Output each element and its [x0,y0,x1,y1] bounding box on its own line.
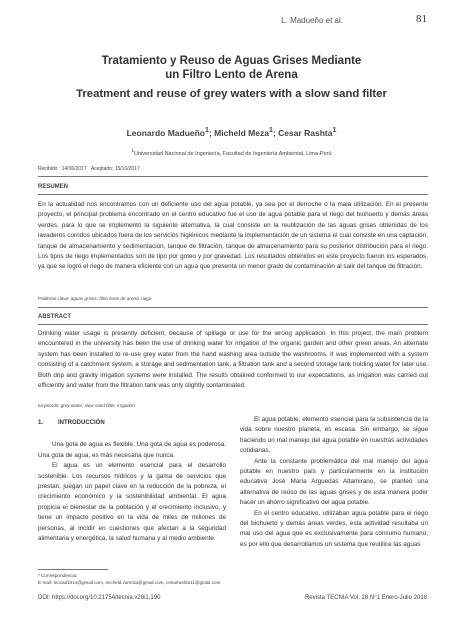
author-separator: ; [208,127,212,138]
paragraph: Ante la constante problemática del mal manejo del agua potable en nuestro país y particularmente en la institución educativa José María Arguedas Altamirano, se planteó una alternativa de reúso de las aguas grises y de esta manera poder hacer un ahorro significativo del agua potable. [240,457,428,507]
footnote-divider [38,569,108,570]
keywords-label: Keywords: [38,403,60,408]
keywords-value: grey water, slow sand filter, irrigation [60,403,135,408]
author-name: Leonardo Madueño [126,127,205,138]
running-head: L. Madueño et al. [281,16,343,25]
paragraph: El agua potable, elemento esencial para la subsistencia de la vida sobre nuestro planeta, es escasa. Sin embargo, se sigue haciendo un mal manejo del agua potable en nuestras actividades cotidianas. [240,416,428,455]
left-column [38,418,226,544]
divider [38,194,428,195]
keywords-value: aguas grises, filtro lento de arena, riego [70,296,152,301]
accepted-date: Aceptado: 15/10/2017 [90,166,140,172]
resumen-keywords [38,296,428,301]
section-heading-introduction [38,418,226,428]
resumen-text: En la actualidad nos encontramos con un deficiente uso del agua potable, ya sea por el derroche o la mala utilización. En el presente proyecto, el principal problema encontrado en el centro educativo fue el uso de agua potable para el riego del biohuerto y demás áreas verdes, para lo que se implementó la siguiente alternativa, la cual consiste en la reutilización de las aguas grises obtenidas de los lavaderos corridos ubicados fuera de los servicios higiénicos mediante la implementación de un sistema el cual consiste en una captación, tanque de almacenamiento y sedimentación, tanque de filtración, tanque de almacenamiento para su posterior distribución para el riego. Los tipos de riego implementados son de tipo por goteo y por gravedad. Los resultados obtenidos en este proyecto fueron los esperados, ya que se logró el riego de manera eficiente con un agua que presenta un menor grado de contaminación al salir del tanque de filtración. [38,201,428,271]
page-number: 81 [416,13,427,25]
section-number: 1. [38,420,44,426]
keywords-label: Palabras clave: [38,296,70,301]
author-name: Cesar Rashta [278,127,333,138]
footnote-correspondence: * Correspondencia: [38,573,78,578]
affiliation [0,148,463,157]
affiliation-text: Universidad Nacional de Ingeniería, Facultad de Ingeniería Ambiental, Lima-Perú [134,150,332,157]
section-title: INTRODUCCIÓN [58,420,105,426]
paragraph: Una gota de agua es flexible. Una gota de agua es poderosa. Una gota de agua, es más necesaria que nunca. [38,441,226,459]
title-spanish [0,54,463,82]
author-affiliation-mark: 1 [205,126,209,134]
author-list [0,126,463,138]
submission-dates [38,166,140,172]
divider [38,324,428,325]
paragraph: El agua es un elemento esencial para el desarrollo sostenible. Los recursos hídricos y la gama de servicios que prestan, juegan un papel clave en la reducción de la pobreza, el crecimiento económico y la sostenibilidad ambiental. El agua propicia el bienestar de la población y el crecimiento inclusivo, y tiene un impacto positivo en la vida de miles de millones de personas, al incidir en cuestiones que afectan a la seguridad alimentaria y energética, la salud humana y al medio ambiente. [38,462,226,543]
author-affiliation-mark: 1 [332,126,337,134]
right-column [240,415,428,550]
footnote-emails: E-mail: leocad1014@gmail.com, micheld.zanrota@gmail.com, cesarrashta11@gmail.com [38,580,221,585]
abstract-keywords [38,403,428,408]
title-english: Treatment and reuse of grey waters with a slow sand filter [76,88,387,100]
author-separator: ; [272,127,276,138]
paragraph: En el centro educativo, utilizaban agua potable para el riego del biohuerto y demás áreas verdes, esta actividad resultaba un mal uso del agua que es exclusivamente para consumo humano; es por ello que desarrollamos un sistema que reutilice las aguas [240,509,428,548]
title-spanish-line-1: Tratamiento y Reuso de Aguas Grises Mediante [101,55,362,67]
divider [38,176,428,177]
received-date: Recibido : 14/06/2017 [38,166,87,172]
abstract-text: Drinking water usage is presently deficient, because of spillage or use for the wrong application. In this project, the main problem encountered in the university has been the use of drinking water for irrigation of the organic garden and other green areas. An alternate system has been installed to re-use grey water from the hand washing area outside the washrooms. It was implemented with a system consisting of a catchment system, a storage and sedimentation tank, a filtration tank and a second storage tank holding water for later use. Both drip and gravity irrigation systems were installed. The results obtained conformed to our expectations, as irrigation was carried out efficiently and water from the filtration tank was only slightly contaminated. [38,330,428,390]
footer-journal: Revista TECNIA Vol. 28 N°1 Enero-Julio 2018 [304,595,427,601]
resumen-heading: RESUMEN [38,184,69,190]
footer-doi: DOI: https://doi.org/10.21754/tecnia.v28i1.190 [38,595,161,601]
author-name: Micheld Meza [214,127,269,138]
abstract-heading: ABSTRACT [38,314,71,320]
title-spanish-line-2: un Filtro Lento de Arena [165,69,298,81]
author-affiliation-mark: 1 [268,126,273,134]
divider [38,307,428,308]
affiliation-mark: 1 [131,148,135,153]
